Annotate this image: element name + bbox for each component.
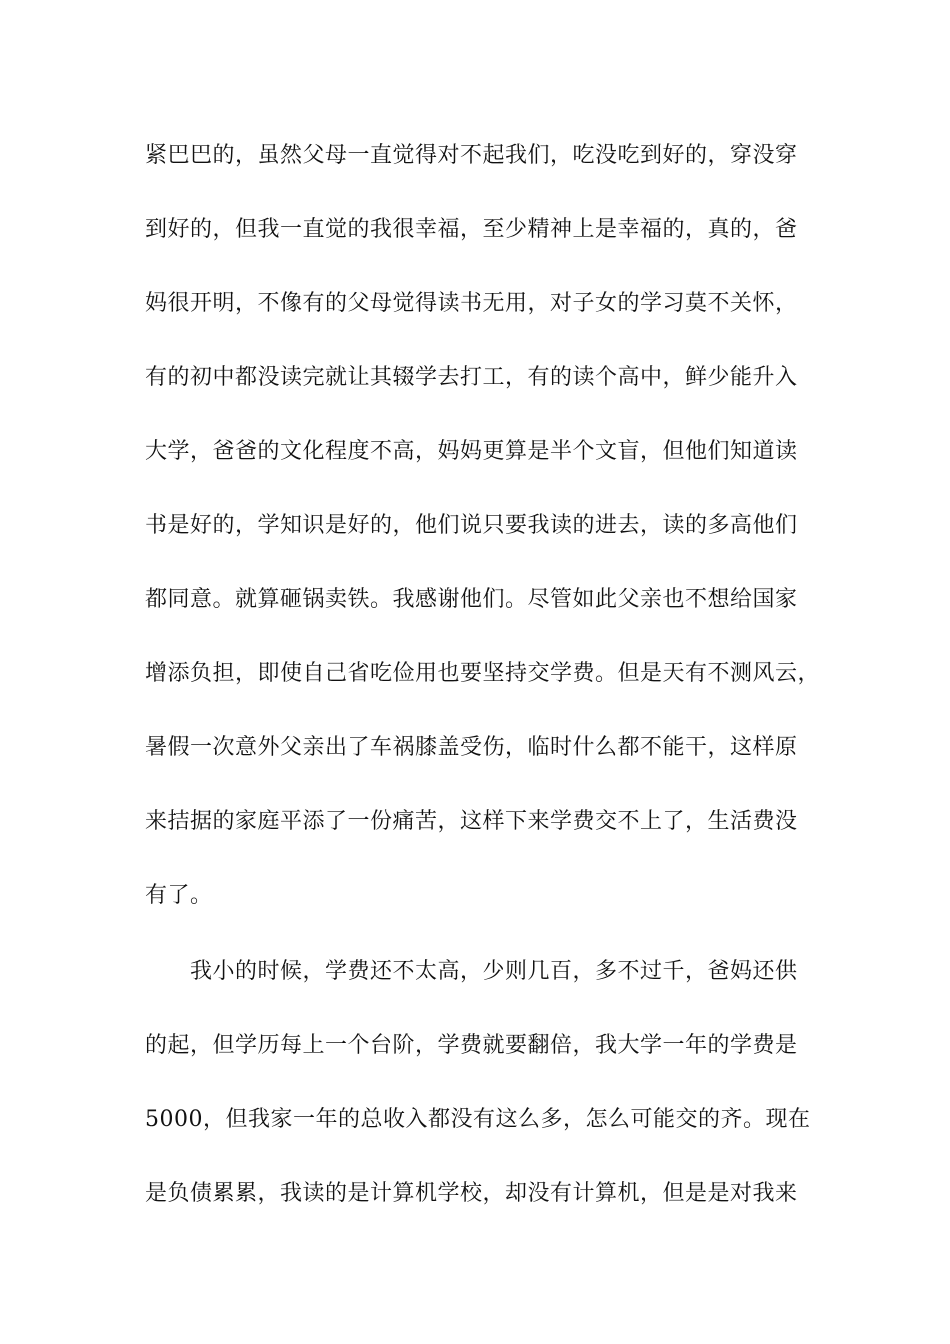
- text-line: 暑假一次意外父亲出了车祸膝盖受伤，临时什么都不能干，这样原: [145, 735, 798, 760]
- text-line: 书是好的，学知识是好的，他们说只要我读的进去，读的多高他们: [145, 513, 798, 538]
- paragraph-first-line: 我小的时候，学费还不太高，少则几百，多不过千，爸妈还供: [190, 959, 798, 984]
- text-line: 妈很开明，不像有的父母觉得读书无用，对子女的学习莫不关怀，: [145, 291, 798, 316]
- text-line: 来拮据的家庭平添了一份痛苦，这样下来学费交不上了，生活费没: [145, 809, 798, 834]
- text-line: 大学，爸爸的文化程度不高，妈妈更算是半个文盲，但他们知道读: [145, 439, 798, 464]
- text-line: 有了。: [145, 883, 213, 908]
- text-line: 紧巴巴的，虽然父母一直觉得对不起我们，吃没吃到好的，穿没穿: [145, 143, 798, 168]
- text-line: 是负债累累，我读的是计算机学校，却没有计算机，但是是对我来: [145, 1181, 798, 1206]
- text-line: 5000，但我家一年的总收入都没有这么多，怎么可能交的齐。现在: [145, 1107, 811, 1132]
- text-line: 有的初中都没读完就让其辍学去打工，有的读个高中，鲜少能升入: [145, 365, 798, 390]
- text-line: 增添负担，即使自己省吃俭用也要坚持交学费。但是天有不测风云，: [145, 661, 821, 686]
- text-line: 都同意。就算砸锅卖铁。我感谢他们。尽管如此父亲也不想给国家: [145, 587, 798, 612]
- text-line: 的起，但学历每上一个台阶，学费就要翻倍，我大学一年的学费是: [145, 1033, 798, 1058]
- text-line: 到好的，但我一直觉的我很幸福，至少精神上是幸福的，真的，爸: [145, 217, 798, 242]
